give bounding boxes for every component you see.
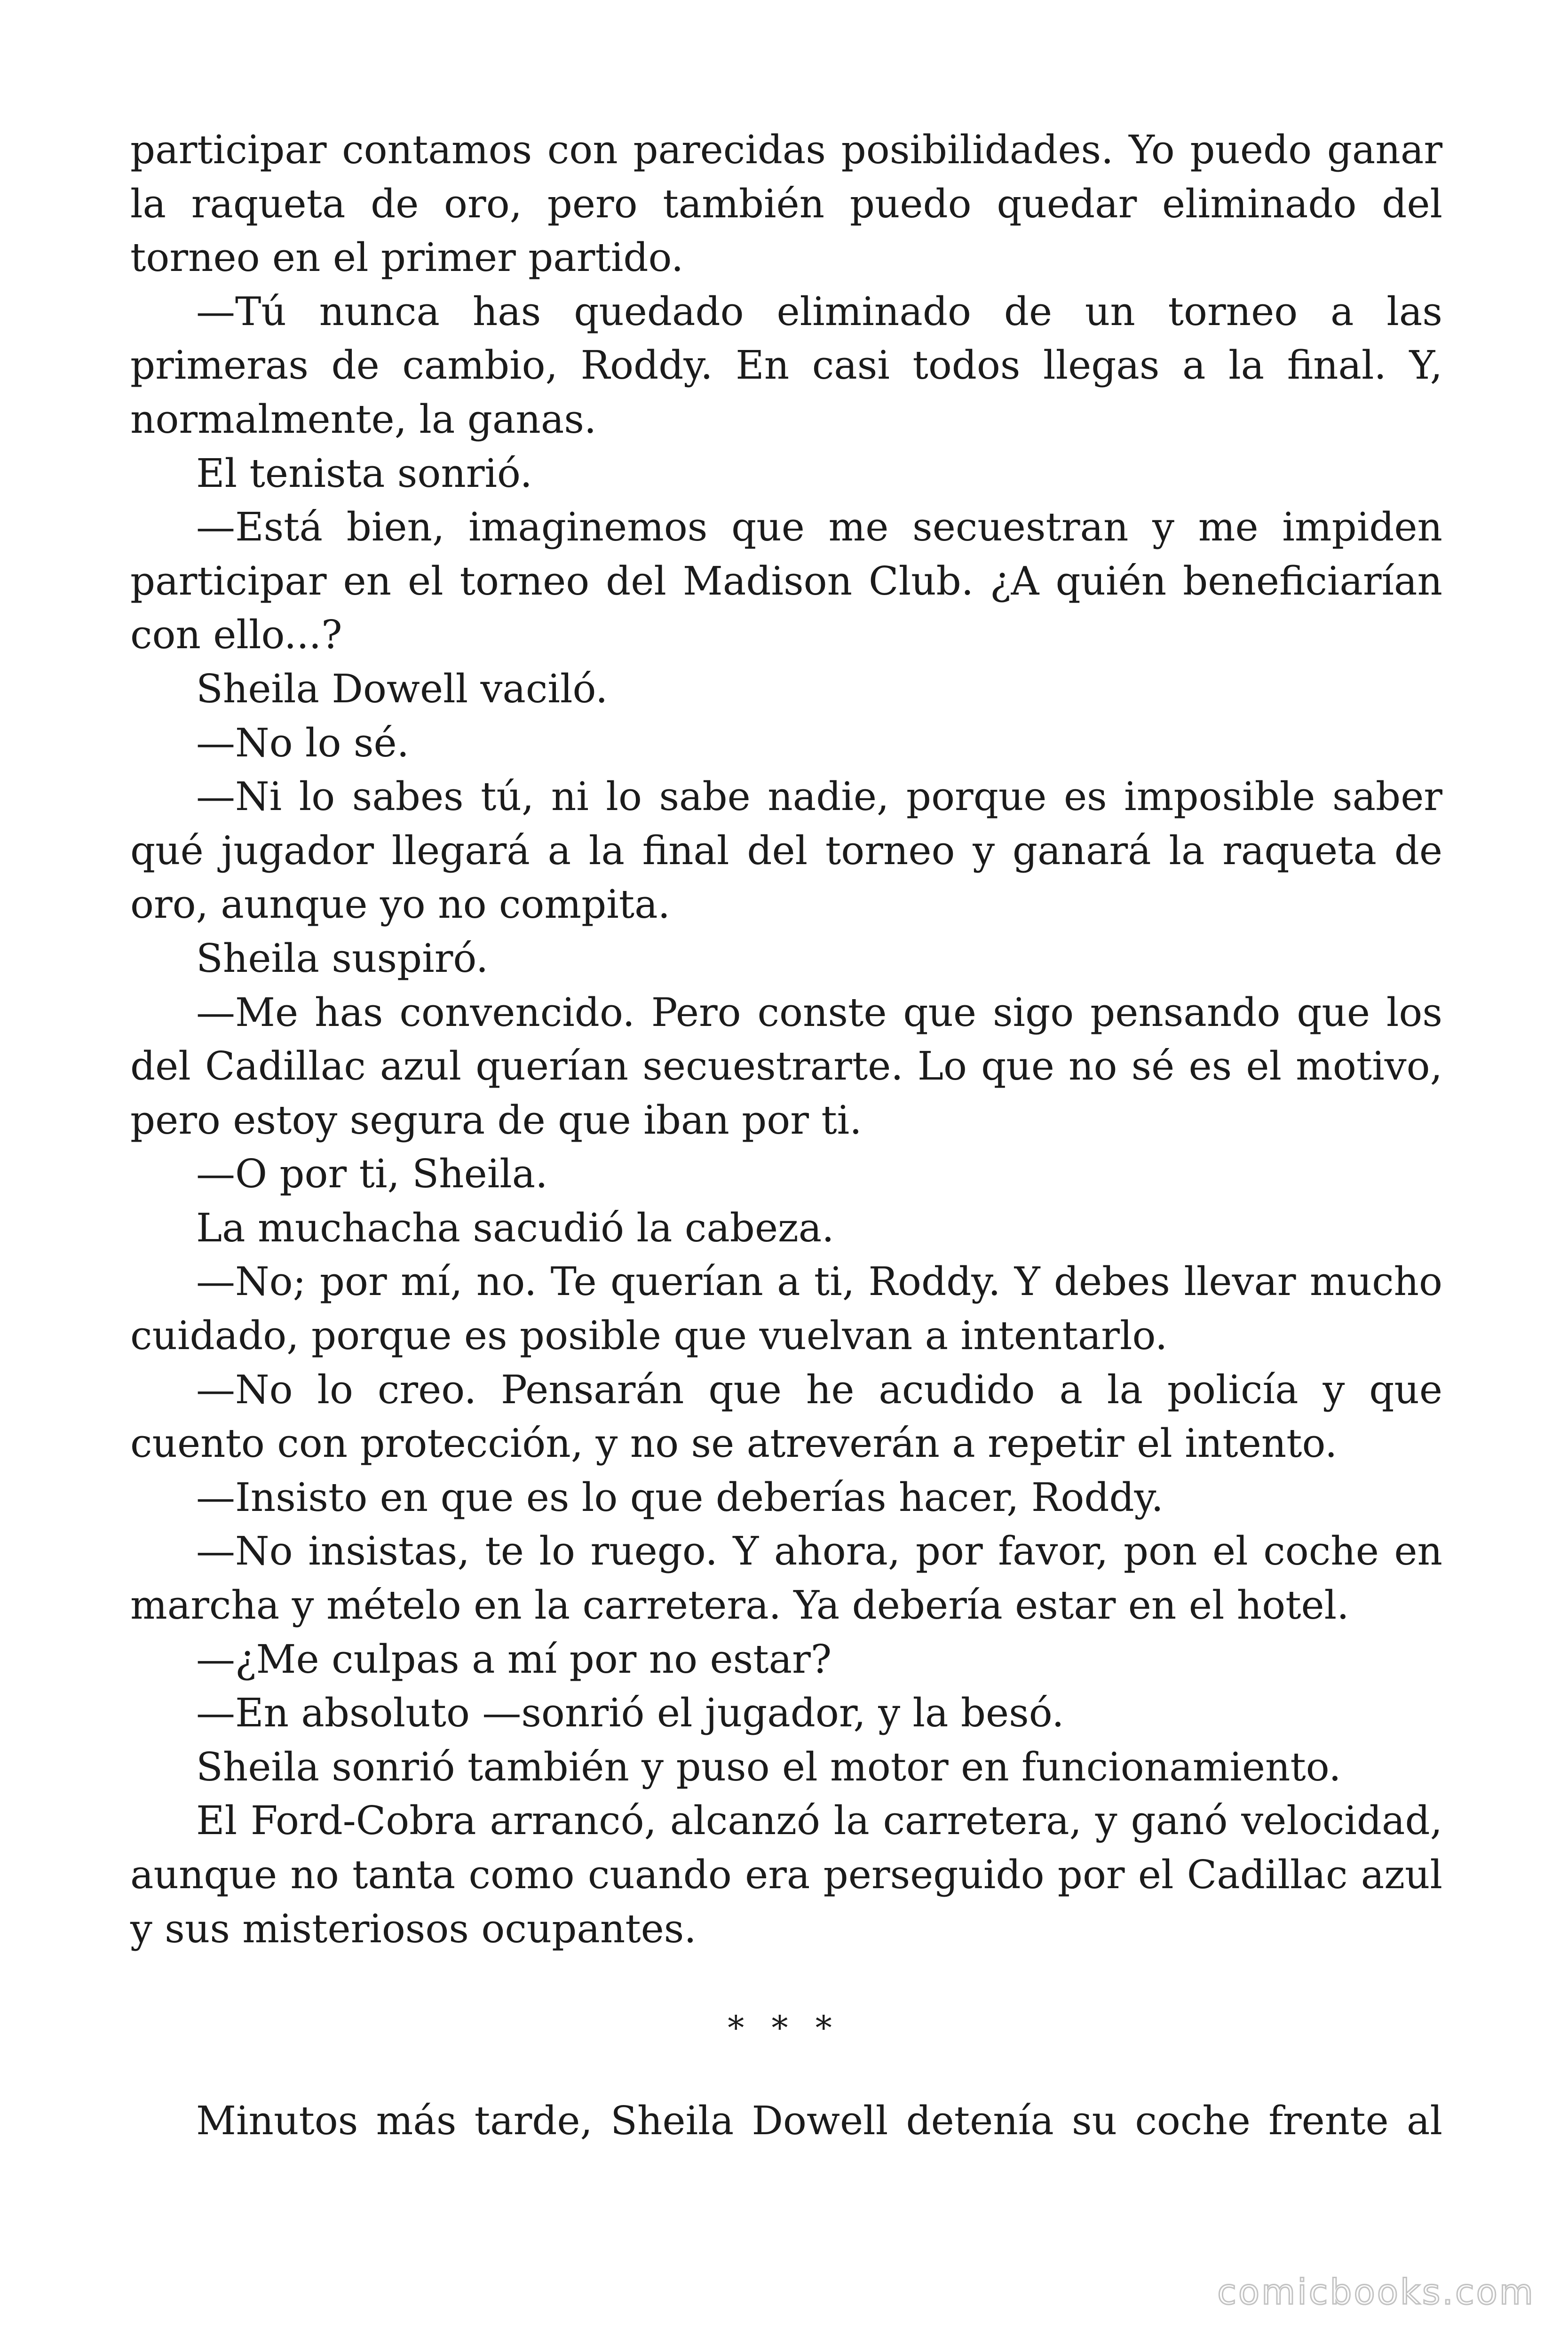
paragraph: Sheila Dowell vaciló. — [196, 666, 608, 712]
paragraph: La muchacha sacudió la cabeza. — [196, 1205, 834, 1251]
watermark: comicbooks.com — [1217, 2272, 1535, 2312]
paragraph-continuation: participar contamos con parecidas posibilidades. Yo puedo ganar la raqueta de oro, pero también puedo quedar eliminado del torneo en el primer partido. — [130, 127, 1442, 281]
paragraph: —¿Me culpas a mí por no estar? — [196, 1636, 832, 1682]
paragraph: Sheila suspiró. — [196, 935, 489, 981]
paragraph: —Tú nunca has quedado eliminado de un torneo a las primeras de cambio, Roddy. En casi todos llegas a la final. Y, normalmente, la ganas. — [130, 288, 1442, 442]
paragraph: —O por ti, Sheila. — [196, 1151, 548, 1197]
paragraph: El Ford-Cobra arrancó, alcanzó la carretera, y ganó velocidad, aunque no tanta como cuando era perseguido por el Cadillac azul y sus misteriosos ocupantes. — [130, 1798, 1442, 1952]
paragraph: —Ni lo sabes tú, ni lo sabe nadie, porque es imposible saber qué jugador llegará a la final del torneo y ganará la raqueta de oro, aunque yo no compita. — [130, 774, 1442, 928]
paragraph: —En absoluto —sonrió el jugador, y la besó. — [196, 1690, 1064, 1736]
paragraph: —No insistas, te lo ruego. Y ahora, por favor, pon el coche en marcha y mételo en la carretera. Ya debería estar en el hotel. — [130, 1528, 1442, 1629]
body-text-continued — [130, 2094, 1442, 2148]
section-separator: * * * — [728, 2009, 840, 2047]
paragraph: Sheila sonrió también y puso el motor en funcionamiento. — [196, 1744, 1341, 1790]
paragraph: —No lo sé. — [196, 720, 409, 766]
paragraph: —No lo creo. Pensarán que he acudido a la policía y que cuento con protección, y no se atreverán a repetir el intento. — [130, 1367, 1442, 1467]
paragraph: —Insisto en que es lo que deberías hacer, Roddy. — [196, 1474, 1164, 1520]
paragraph: El tenista sonrió. — [196, 450, 532, 496]
paragraph: —No; por mí, no. Te querían a ti, Roddy. Y debes llevar mucho cuidado, porque es posible que vuelvan a intentarlo. — [130, 1259, 1442, 1359]
paragraph-final: Minutos más tarde, Sheila Dowell detenía su coche frente al — [196, 2098, 1442, 2144]
paragraph: —Está bien, imaginemos que me secuestran y me impiden participar en el torneo del Madison Club. ¿A quién beneficiarían con ello...? — [130, 504, 1442, 658]
body-text — [130, 123, 1442, 1956]
paragraph: —Me has convencido. Pero conste que sigo pensando que los del Cadillac azul querían secuestrarte. Lo que no sé es el motivo, pero estoy segura de que iban por ti. — [130, 989, 1442, 1143]
